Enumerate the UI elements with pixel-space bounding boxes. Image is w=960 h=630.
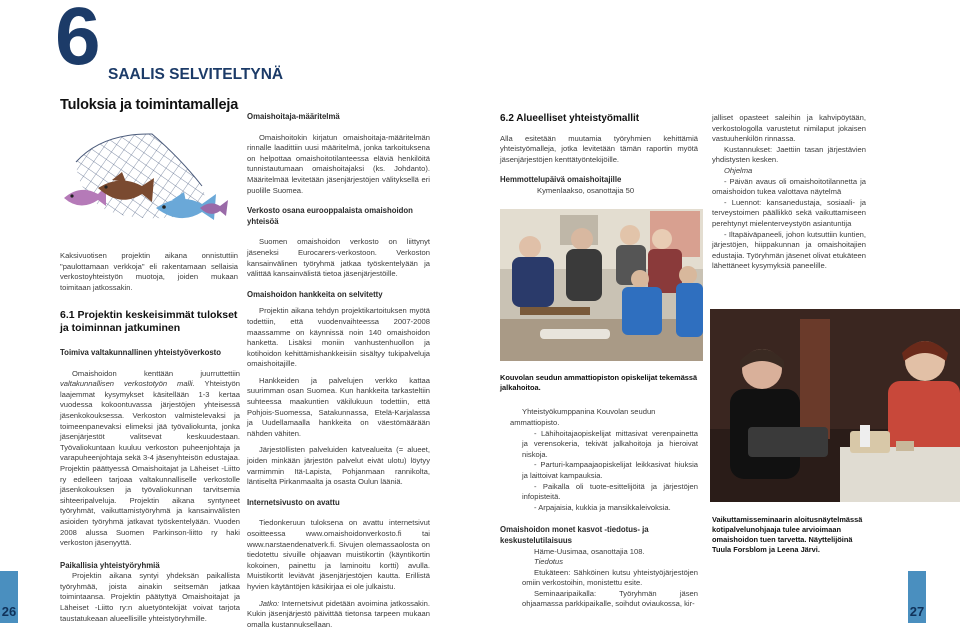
body-paragraph: Seminaaripaikalla: Työryhmän jäsen ohjaamassa parkkipaikalle, soihdut oviaukossa, kir- (522, 588, 698, 609)
list-item: - Päivän avaus oli omaishoitotilannetta ja omaishoidon tukea valottava näytelmä (712, 176, 866, 197)
list-item: - Iltapäiväpaneeli, johon kutsuttiin kuntien, järjestöjen, hiippakunnan ja omaishoitajien edustajia. Työryhmän jäsenet olivat etukäteen lähettäneet kysymyksiä paneelille. (712, 229, 866, 271)
list-item: - Arpajaisia, kukkia ja mansikkaleivoksia. (534, 502, 671, 512)
body-paragraph: Omaishoidon kenttään juurruttettiin valtakunnallisen verkostotyön malli. Yhteistyön laajemmat kysymykset käsitellään 1-3 kertaa vuodessa kokoontuvassa järjestöjen yhteisessä jäsenkokouksessa. Verkoston valmistelevaksi ja toimeenpanevaksi elimeksi jää työvaliokunta, jonka jäsenjärjestöt valitsevat keskuudestaan. Työvaliokuntaan kuuluu verkoston puheenjohtaja ja varapuheenjohtaja sekä 3-4 jäsenyhteisön edustajaa. Projektin päättyessä Omaishoitajat ja Läheiset -Liitto ry edelleen tarjoaa valtakunnalliselle verkostolle jäsenkokouksen ja työvaliokunnan tarvitsemia sihteeripalveluja. Projektin aikana syntyneet työryhmät, vaikuttamistyöryhmä ja kansainvälisten asioiden työryhmä jatkavat työskentelyään. Vuoden 2008 alussa Suomen Parkinson-liitto ry haki verkoston jäsenyyttä. (60, 368, 240, 548)
body-paragraph: Yhteistyökumppanina Kouvolan seudun ammattiopisto. (510, 407, 656, 427)
heading-projects-surveyed: Omaishoidon hankkeita on selvitetty (247, 289, 383, 299)
chapter-title: SAALIS SELVITELTYNÄ (108, 66, 284, 83)
subheading-publicity: Tiedotus (534, 557, 564, 567)
participants-info: Häme-Uusimaa, osanottajia 108. (534, 546, 645, 556)
body-paragraph: Alla esitetään muutamia työryhmien kehittämiä yhteistyömalleja, jotka levitetään tämän raportin myötä jäsenjärjestöjen kenttätyöntekijöille. (500, 133, 698, 164)
heading-pampering-day: Hemmottelupäivä omaishoitajille (500, 175, 622, 185)
photo-play-scene (710, 309, 960, 502)
chapter-number: 6 (55, 0, 98, 82)
list-item: - Parturi-kampaajaopiskelijat leikkasivat hiuksia ja laittoivat kampauksia. (522, 460, 698, 480)
list-item: - Lähihoitajaopiskelijat mittasivat verenpainetta ja verensokeria, tekivät jalkahoitoja ja hieroivat niskoja. (522, 428, 698, 459)
fishing-net-illustration (62, 128, 232, 233)
body-paragraph: Tiedonkeruun tuloksena on avattu internetsivut osoitteessa www.omaishoidonverkosto.fi tai www.narstaendenatverk.fi. Sivujen olemassaolosta on tiedotettu sivuille ohjaavan muistikortin (käyntikortin kokoinen, painettu ja laminoitu kortti) avulla. Muistikortit leviävät jäsenjärjestöjen kautta. Erillistä hyvien käytäntöjen käsikirjaa ei ole julkaistu. (247, 518, 430, 591)
photo-caption: Kouvolan seudun ammattiopiston opiskelijat tekemässä jalkahoitoa. (500, 373, 698, 393)
section-6-1-title: 6.1 Projektin keskeisimmät tulokset ja toiminnan jatkuminen (60, 309, 238, 334)
body-paragraph: jalliset opasteet saleihin ja kahvipöytään, verkostologolla varustetut nimilaput jokaisen vastuuhenkilön rinnassa. (712, 113, 866, 144)
body-paragraph: Hankkeiden ja palvelujen verkko kattaa suurimman osan Suomea. Kun hankkeita tarkasteltiin suhteessa maakuntien väkilukuun todettiin, että Pohjois-Suomessa, Satakunnassa, Etelä-Karjalassa ja Uudellamaalla hankkeita on väestömäärään nähden vähiten. (247, 375, 430, 438)
subheading-local-groups: Paikallisia yhteistyöryhmiä (60, 560, 160, 570)
photo-foot-care (500, 209, 703, 361)
body-paragraph: Omaishoitokin kirjatun omaishoitaja-määritelmän rinnalle laadittiin uusi määritelmä, jonka tarkoituksena on helpottaa omaishoitotilanteessa eläviä henkilöitä tunnistautumaan omaishoitajaksi (ks. Johdanto). Määritelmää levitetään jäsenjärjestöjen välityksellä eri puolille Suomea. (247, 132, 430, 195)
body-paragraph: Projektin aikana syntyi yhdeksän paikallista työryhmää, joista ainakin seitsemän jatkaa toimintaansa. Projektin päätyttyä Omaishoitajat ja Läheiset -Liitto ry:n aluetyöntekijät voivat tarjota taustatukeaan aluееllisille yhteistyöryhmille. (60, 571, 240, 623)
body-paragraph: Etukäteen: Sähköinen kutsu yhteistyöjärjestöjen omiin verkostoihin, monistettu esite. (522, 567, 698, 588)
activity-list (500, 429, 698, 514)
body-paragraph: Projektin aikana tehdyn projektikartoituksen myötä todettiin, että vuodenvaihteessa 2007-2008 maassamme on käynnissä noin 140 omaishoidon hanketta. Lisäksi moniin vanhustenhuollon ja kotihoidon kehittämishankkeisiin sisältyy tukipalveluja omaishoitajille. (247, 306, 430, 369)
list-item: - Paikalla oli tuote-esittelijöitä ja järjestöjen infopisteitä. (522, 481, 698, 502)
page-number-right: 27 (908, 571, 926, 623)
body-paragraph: Jatko: Internetsivut pidetään avoimina jatkossakin. Kukin jäsenjärjestö päivittää tietonsa tarpeen mukaan omalla kustannuksellaan. (247, 598, 430, 629)
heading-caregiver-definition: Omaishoitaja-määritelmä (247, 112, 340, 121)
page-number-left: 26 (0, 571, 18, 623)
subheading-program: Ohjelma (724, 165, 753, 175)
chapter-subtitle: Tuloksia ja toimintamalleja (60, 97, 239, 113)
photo-caption: Vaikuttamisseminaarin aloitusnäytelmässä kotipalvelunohjaaja tulee arvioimaan omaishoidon tuen tarvetta. Näyttelijöinä Tuula Forsblom ja Leena Järvi. (712, 515, 863, 555)
heading-many-faces: Omaishoidon monet kasvot -tiedotus- ja keskustelutilaisuus (500, 525, 649, 545)
body-paragraph: Kustannukset: Jaettiin tasan järjestävien yhdistysten kesken. (712, 144, 866, 165)
heading-website: Internetsivusto on avattu (247, 497, 340, 507)
heading-european-network: Verkosto osana eurooppalaista omaishoidon yhteisöä (247, 206, 413, 226)
participants-info: Kymenlaakso, osanottajia 50 (537, 185, 635, 195)
subheading-network: Toimiva valtakunnallinen yhteistyöverkosto (60, 348, 222, 357)
list-item: - Luennot: kansanedustaja, sosiaali- ja terveystoimen päällikkö sekä vaikuttamiseen perehtynyt mielenterveystyön asiantuntija (712, 197, 866, 228)
body-paragraph: Suomen omaishoidon verkosto on liittynyt jäseneksi Eurocarers-verkostoon. Verkoston kansainvälinen työryhmä jatkaa työskentelyään ja välittää kansainvälistä tietoa jäsenjärjestöille. (247, 237, 430, 279)
section-6-2-title: 6.2 Alueelliset yhteistyömallit (500, 113, 640, 124)
net-caption: Kaksivuotisen projektin aikana onnistuttiin "paulottamaan verkkoja" eli rakentamaan sellaisia verkostoyhteistyön muotoja, joiden mukaan toimitaan jatkossakin. (60, 251, 238, 292)
body-paragraph: Järjestöllisten palveluiden katvealueita (= alueet, joiden minkään järjestön palvelut eivät ulotu) löytyy varmimmin Itä-Lapista, Pohjanmaan rannikolta, läntiseltä Pirkanmaalta ja osasta Oulun lääniä. (247, 445, 430, 487)
